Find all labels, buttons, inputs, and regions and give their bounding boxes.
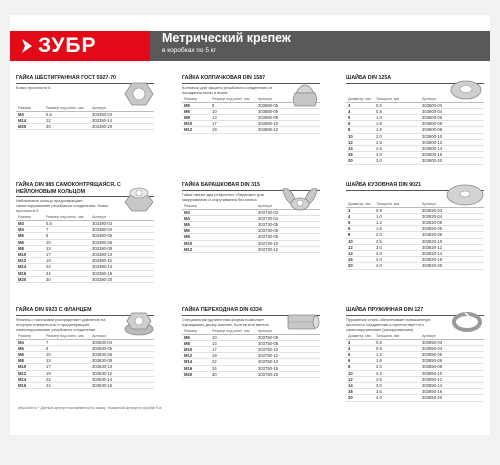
dimension-cell: 8 [46,233,49,239]
page-subtitle: в коробках по 5 кг [162,47,216,54]
section-title: ГАЙКА ПЕРЕХОДНАЯ DIN 6334 [182,307,320,316]
size-cell: M14 [18,117,27,123]
dimension-cell: 17 [46,364,51,370]
dimension-cell: 1.6 [376,226,382,232]
article-cell: 303380-03 [92,221,113,226]
table-header: Размер Размер под ключ, мм Артикул [16,215,154,221]
size-cell: 5 [348,219,351,225]
section-title: ГАЙКА DIN 6923 С ФЛАНЦЕМ [16,307,154,316]
dimension-cell [212,234,258,239]
dimension-cell: 3.5 [376,389,382,395]
brand-logo: ЗУБР [38,34,97,57]
table-body [182,210,320,253]
size-cell: 8 [348,232,351,238]
table-header: Диаметр, мм Толщина, мм Артикул [346,334,484,340]
size-cell: M6 [18,239,24,245]
size-cell: M20 [184,371,193,377]
dimension-cell: 2.0 [376,364,382,370]
size-cell: 4 [348,345,351,351]
article-cell: 303380-05 [92,233,113,239]
spring-washer-icon [452,311,482,333]
size-cell: M8 [18,358,24,364]
article-cell: 303750-16 [258,365,279,371]
flat-washer-icon [450,79,482,101]
article-cell: 303380-08 [92,245,113,251]
dimension-cell: 17 [46,252,51,258]
article-cell: 303680-08 [258,114,279,120]
section-title: ШАЙБА КУЗОВНАЯ DIN 9021 [346,182,484,191]
dimension-cell: 19 [46,370,51,376]
article-cell: 303630-12 [92,370,113,376]
dimension-cell: 30 [46,276,51,282]
dimension-cell: 1.0 [376,114,382,120]
size-cell: M20 [18,123,27,129]
article-cell: 303630-10 [92,364,113,370]
dimension-cell: 2.0 [376,232,382,238]
section-desc: Нейлоновое кольцо предотвращает самооткручивание резьбового соединения. Класс прочности 6 [16,198,109,213]
article-cell: 303850-14 [422,382,443,388]
size-cell: M6 [184,228,190,234]
article-cell: 303680-06 [258,108,279,114]
nylon-nut-icon [124,185,154,213]
size-cell: M12 [184,127,193,133]
dimension-cell: 17 [212,121,217,127]
dimension-cell: 4.0 [376,263,382,269]
dimension-cell [212,228,258,233]
article-cell: 303750-08 [258,340,279,346]
size-cell: M4 [18,227,24,233]
dimension-cell: 1.6 [376,121,382,127]
dimension-cell: 0.8 [376,339,382,345]
dimension-cell: 0.5 [376,102,382,108]
article-cell: 303730-04 [258,215,279,221]
dimension-cell: 30 [46,123,51,129]
article-cell: 303820-08 [422,232,443,238]
section-desc: Фланец с насечками распределяет давление на опорную поверхность и предотвращает самооткручивание резьбового соединения [16,316,106,332]
article-cell: 303380-04 [92,227,113,233]
table-row [16,124,154,130]
dimension-cell: 13 [46,358,51,364]
size-cell: M10 [184,346,193,352]
article-cell: 303800-03 [422,102,443,108]
section-title: ШАЙБА ПРУЖИННАЯ DIN 127 [346,307,484,316]
article-cell: 303630-16 [92,382,113,388]
article-cell: 303730-10 [258,240,279,246]
size-cell: M8 [184,114,190,120]
size-cell: M5 [184,102,190,108]
size-cell: 8 [348,127,351,133]
table-row [16,277,154,283]
dimension-cell [212,222,258,227]
section-title: ГАЙКА ШЕСТИГРАННАЯ ГОСТ 5927-70 [16,75,154,84]
article-cell: 303630-05 [92,345,113,351]
size-cell: M5 [18,233,24,239]
size-cell: M8 [184,234,190,240]
table-body [16,112,154,131]
size-cell: 12 [348,376,353,382]
dimension-cell: 13 [212,340,217,346]
table-header: Размер Размер под ключ, мм Артикул [16,106,154,112]
dimension-cell: 17 [212,346,217,352]
section-title: ШАЙБА DIN 125A [346,75,484,84]
dimension-cell: 7 [46,339,49,345]
size-cell: 8 [348,364,351,370]
size-cell: 20 [348,158,353,164]
size-cell: M8 [184,340,190,346]
section-desc: Гайки имеют два ребристых «барашка» для закручивания и откручивания без ключа [182,191,264,202]
dimension-cell: 2.2 [376,370,382,376]
dimension-cell: 2.5 [376,238,382,244]
article-cell: 303820-06 [422,226,443,232]
dimension-cell: 13 [46,245,51,251]
article-cell: 303800-16 [422,152,443,158]
dimension-cell: 10 [46,351,51,357]
body-washer-icon [446,183,484,207]
page-title: Метрический крепеж [162,31,291,45]
dimension-cell: 3.0 [376,244,382,250]
table-body [346,208,484,270]
dimension-cell: 10 [212,108,217,114]
size-cell: M12 [18,258,27,264]
article-cell: 303680-12 [258,127,279,133]
article-cell: 303680-10 [258,121,279,127]
article-cell: 303820-12 [422,244,443,250]
article-cell: 303730-08 [258,234,279,240]
flange-nut-icon [124,309,154,337]
article-cell: 303820-05 [422,219,443,225]
brand-arrow-icon [20,37,34,55]
article-cell: 303850-03 [422,339,443,345]
article-cell: 303800-08 [422,127,443,133]
dimension-cell [212,216,258,221]
article-cell: 303800-05 [422,114,443,120]
article-cell: 303730-06 [258,228,279,234]
size-cell: M14 [18,264,27,270]
size-cell: 14 [348,145,353,151]
coupling-nut-icon [284,311,320,333]
dimension-cell: 24 [46,382,51,388]
dimension-cell: 22 [212,359,217,365]
article-cell: 303800-10 [422,133,443,139]
section-desc: Колпачок для защиты резьбового соединения от попадания пыли и влаги [182,84,273,95]
article-cell: 303750-20 [258,371,279,377]
dimension-cell: 1.6 [376,358,382,364]
section-title: ГАЙКА БАРАШКОВАЯ DIN 315 [182,182,320,191]
dimension-cell: 2.5 [376,139,382,145]
dimension-cell: 3.0 [376,152,382,158]
dimension-cell: 3.0 [376,250,382,256]
table-row [182,127,320,133]
article-cell: 303850-05 [422,351,443,357]
article-cell: 303380-12 [92,258,113,264]
size-cell: 16 [348,257,353,263]
dimension-cell: 8 [46,345,49,351]
size-cell: M3 [184,209,190,215]
article-cell: 303750-06 [258,334,279,340]
size-cell: 3 [348,207,351,213]
article-cell: 303680-05 [258,102,279,108]
section-desc: Специальная удлиненная форма позволяет наращивать длину шпилек, болтов или винтов [182,316,269,327]
size-cell: 3 [348,102,351,108]
size-cell: M10 [18,364,27,370]
size-cell: 20 [348,395,353,401]
footer-note: www.zubr.ru * Данный артикул поставляется по заказу. Указанный артикул в коробке 5 кг. [18,406,163,410]
article-cell: 303630-04 [92,339,113,345]
size-cell: M16 [18,382,27,388]
article-cell: 303800-20 [422,158,443,164]
size-cell: 12 [348,244,353,250]
article-cell: 303850-06 [422,358,443,364]
dimension-cell: 0.8 [376,108,382,114]
dimension-cell: 30 [212,371,217,377]
size-cell: M4 [184,215,190,221]
size-cell: M8 [18,245,24,251]
catalog-page [10,15,490,435]
article-cell: 303730-03 [258,209,279,215]
section-desc: Класс прочности 6 [16,84,51,90]
dimension-cell: 1.0 [376,213,382,219]
article-cell: 303850-12 [422,376,443,382]
size-cell: M14 [18,376,27,382]
article-cell: 303820-20 [422,263,443,269]
size-cell: 10 [348,238,353,244]
size-cell: M14 [184,359,193,365]
table-row [346,158,484,164]
section-title: ГАЙКА DIN 985 САМОКОНТРЯЩАЯСЯ, С НЕЙЛОНОВЫМ КОЛЬЦОМ [16,182,154,197]
dimension-cell: 4.0 [376,395,382,401]
article-cell: 303380-06 [92,239,113,245]
table-header: Размер Размер под ключ, мм Артикул [182,97,320,103]
size-cell: 16 [348,389,353,395]
table-row [346,263,484,269]
size-cell: M5 [18,345,24,351]
article-cell: 303850-04 [422,345,443,351]
article-cell: 303820-16 [422,257,443,263]
size-cell: 5 [348,351,351,357]
size-cell: M16 [184,365,193,371]
size-cell: M10 [184,240,193,246]
dimension-cell: 8 [212,102,215,108]
article-cell: 303630-06 [92,351,113,357]
dimension-cell: 2.5 [376,376,382,382]
size-cell: M10 [184,121,193,127]
size-cell: M5 [184,221,190,227]
article-cell: 303820-10 [422,238,443,244]
table-body [16,340,154,390]
section-title: ГАЙКА КОЛПАЧКОВАЯ DIN 1587 [182,75,320,84]
cap-nut-icon [290,79,320,109]
dimension-cell: 7 [46,227,49,233]
size-cell: 5 [348,114,351,120]
article-cell: 303380-16 [92,270,113,276]
article-cell: 303800-06 [422,121,443,127]
size-cell: M16 [18,270,27,276]
article-cell: 303850-16 [422,389,443,395]
article-cell: 303750-12 [258,353,279,359]
size-cell: M10 [18,252,27,258]
dimension-cell: 22 [46,264,51,270]
size-cell: M3 [18,111,24,117]
article-cell: 303730-05 [258,221,279,227]
size-cell: 6 [348,358,351,364]
dimension-cell: 5.5 [46,111,52,117]
article-cell: 303350-03 [92,111,113,117]
size-cell: M6 [18,351,24,357]
size-cell: 4 [348,108,351,114]
size-cell: M6 [184,108,190,114]
size-cell: 10 [348,370,353,376]
article-cell: 303380-10 [92,252,113,258]
article-cell: 303800-12 [422,139,443,145]
size-cell: 12 [348,139,353,145]
dimension-cell: 24 [46,270,51,276]
article-cell: 303820-14 [422,250,443,256]
article-cell: 303350-14 [92,117,113,123]
size-cell: M12 [184,353,193,359]
dimension-cell: 2.0 [376,133,382,139]
dimension-cell: 1.2 [376,351,382,357]
dimension-cell: 10 [212,334,217,340]
size-cell: M20 [18,276,27,282]
dimension-cell: 2.5 [376,145,382,151]
table-header: Размер Размер под ключ, мм Артикул [16,334,154,340]
size-cell: 10 [348,133,353,139]
dimension-cell: 19 [212,127,217,133]
dimension-cell: 24 [212,365,217,371]
size-cell: 14 [348,250,353,256]
article-cell: 303800-14 [422,145,443,151]
table-row [182,372,320,378]
table-row [16,383,154,389]
article-cell: 303750-14 [258,359,279,365]
size-cell: M4 [18,339,24,345]
dimension-cell [212,247,258,252]
dimension-cell: 5.5 [46,221,52,226]
article-cell: 303630-08 [92,358,113,364]
article-cell: 303630-14 [92,376,113,382]
size-cell: M12 [184,246,193,252]
article-cell: 303730-12 [258,246,279,252]
dimension-cell: 3.0 [376,382,382,388]
table-header: Размер Артикул [182,204,320,210]
article-cell: 303850-20 [422,395,443,401]
wing-nut-icon [280,185,320,213]
size-cell: M6 [184,334,190,340]
table-row [182,247,320,253]
size-cell: 14 [348,382,353,388]
dimension-cell: 3.0 [376,158,382,164]
article-cell: 303380-14 [92,264,113,270]
dimension-cell: 1.6 [376,127,382,133]
size-cell: 20 [348,263,353,269]
hex-nut-icon [124,81,154,107]
dimension-cell: 0.8 [376,207,382,213]
dimension-cell: 0.9 [376,345,382,351]
size-cell: M3 [18,221,24,226]
table-header: Диаметр, мм Толщина, мм Артикул [346,97,484,103]
article-cell: 303750-10 [258,346,279,352]
size-cell: 3 [348,339,351,345]
size-cell: 6 [348,121,351,127]
size-cell: 4 [348,213,351,219]
table-body [346,103,484,165]
article-cell: 303850-10 [422,370,443,376]
size-cell: M12 [18,370,27,376]
dimension-cell: 3.0 [376,257,382,263]
dimension-cell: 1.2 [376,219,382,225]
article-cell: 303850-08 [422,364,443,370]
dimension-cell: 19 [46,258,51,264]
table-header: Размер Размер под ключ, мм Артикул [182,329,320,335]
article-cell: 303380-20 [92,276,113,282]
table-body [346,340,484,402]
table-row [346,395,484,401]
size-cell: 6 [348,226,351,232]
dimension-cell: 19 [212,353,217,359]
dimension-cell: 22 [46,117,51,123]
section-desc: Пружинная сталь обеспечивает повышенную прочность соединения и препятствует его самооткручиванию (раскручиванию) [346,316,431,332]
table-header: Диаметр, мм Толщина, мм Артикул [346,202,484,208]
article-cell: 303350-20 [92,123,113,129]
table-body [16,221,154,283]
article-cell: 303820-03 [422,207,443,213]
dimension-cell [212,241,258,246]
dimension-cell: 10 [46,239,51,245]
dimension-cell [212,210,258,215]
dimension-cell: 13 [212,114,217,120]
dimension-cell: 22 [46,376,51,382]
table-body [182,335,320,378]
article-cell: 303820-04 [422,213,443,219]
article-cell: 303800-04 [422,108,443,114]
size-cell: 16 [348,152,353,158]
